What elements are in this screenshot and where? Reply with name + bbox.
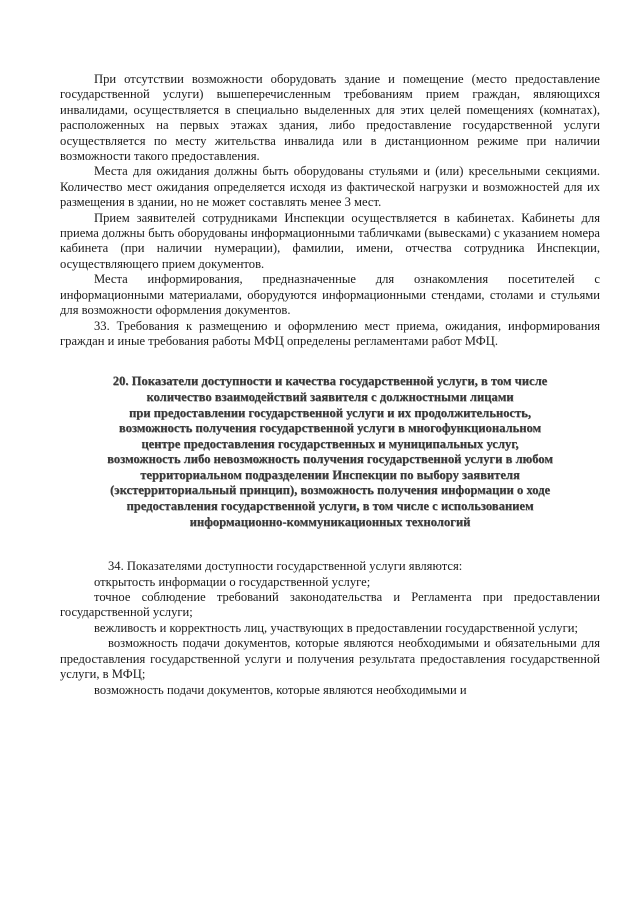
paragraph-politeness: вежливость и корректность лиц, участвующих в предоставлении государственной услуги; [94,620,578,635]
paragraph-mfc-submission: возможность подачи документов, которые являются необходимыми и обязательными для предоставления государственной услуги и получения результата предоставления государственной услуги, в МФЦ; [60,636,600,682]
heading-line: возможность либо невозможность получения государственной услуги в любом [107,452,553,467]
paragraph-waiting-places: Места для ожидания должны быть оборудованы стульями и (или) кресельными секциями. Количество мест ожидания определяется исходя из фактической нагрузки и возможностей для их размещения в здании, но не может составлять менее 3 мест. [60,164,600,210]
paragraph-item-34: 34. Показателями доступности государственной услуги являются: [108,559,463,574]
heading-line: возможность получения государственной услуги в многофункциональном [118,421,542,436]
heading-line: при предоставлении государственной услуги и их продолжительность, [128,405,531,420]
document-page [60,72,600,698]
paragraph-information-places: Места информирования, предназначенные для ознакомления посетителей с информационными материалами, оборудуются информационными стендами, столами и стульями для возможности оформления документов. [60,272,600,318]
heading-line: предоставления государственной услуги, в том числе с использованием [126,499,534,514]
paragraph-openness: открытость информации о государственной услуге; [94,574,371,589]
heading-line: количество взаимодействий заявителя с должностными лицами [146,389,514,404]
heading-line: территориальном подразделении Инспекции по выбору заявителя [140,467,520,482]
section-heading-20 [60,374,600,530]
paragraph-compliance: точное соблюдение требований законодательства и Регламента при предоставлении государственной услуги; [60,590,600,620]
paragraph-item-33: 33. Требования к размещению и оформлению мест приема, ожидания, информирования граждан и иные требования работы МФЦ определены регламентами работ МФЦ. [60,318,600,348]
heading-line: центре предоставления государственных и муниципальных услуг, [141,436,519,451]
paragraph-reception-offices: Прием заявителей сотрудниками Инспекции осуществляется в кабинетах. Кабинеты для приема должны быть оборудованы информационными табличками (вывесками) с указанием номера кабинета (при наличии нумерации), фамилии, имени, отчества сотрудника Инспекции, осуществляющего прием документов. [60,210,600,271]
paragraph-document-submission: возможность подачи документов, которые являются необходимыми и [94,682,467,697]
heading-line: (экстерриториальный принцип), возможность получения информации о ходе [109,483,551,498]
heading-line: 20. Показатели доступности и качества государственной услуги, в том числе [112,374,548,389]
paragraph-premises-alternative: При отсутствии возможности оборудовать здание и помещение (место предоставление государственной услуги) вышеперечисленным требованиям прием граждан, являющихся инвалидами, осуществляется в специально выделенных для этих целей помещениях (комнатах), расположенных на первых этажах здания, либо предоставление государственной услуги осуществляется по месту жительства инвалида или в дистанционном режиме при наличии возможности такого предоставления. [60,72,600,164]
heading-line: информационно-коммуникационных технологий [189,514,471,529]
